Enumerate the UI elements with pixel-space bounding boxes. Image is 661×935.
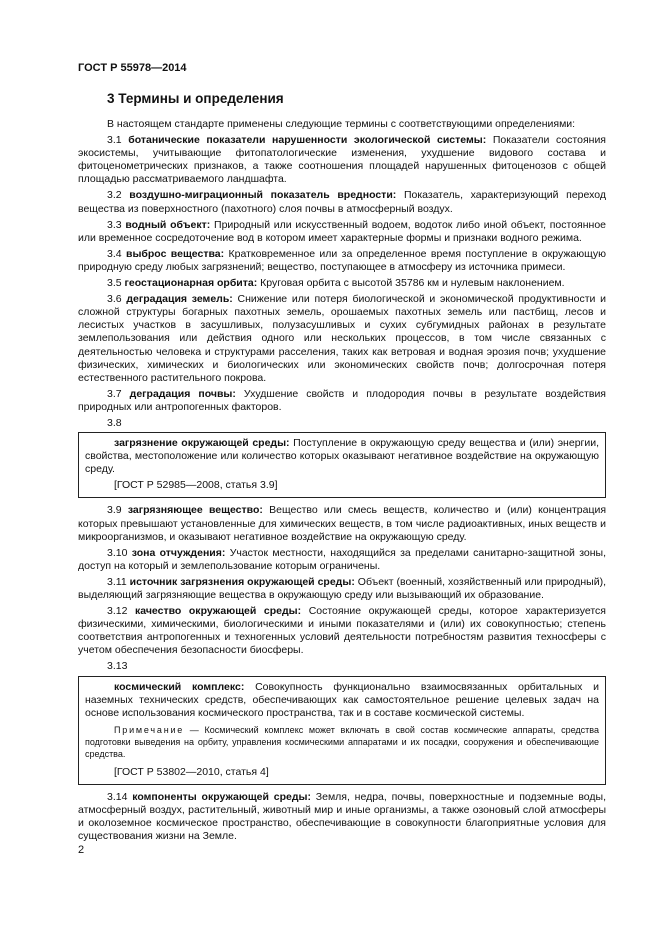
term-name: водный объект: [125,218,211,231]
terms-list-c [78,791,606,843]
term-number: 3.2 [107,189,122,202]
term-definition [78,791,606,843]
term-number: 3.5 [107,277,122,290]
term-text: Участок местности, находящийся за пределами санитарно-защитной зоны, доступ на который и землепользование которым ограничены. [78,546,607,572]
term-name: загрязняющее вещество: [127,504,263,517]
term-name: космический комплекс: [114,680,245,693]
term-definition [78,293,606,385]
quoted-definition-box [78,432,606,498]
terms-list-b [78,504,606,657]
term-name: загрязнение окружающей среды: [114,437,290,450]
term-number: 3.12 [107,605,128,618]
term-text: Природный или искусственный водоем, водоток либо иной объект, постоянное или временное сосредоточение вод в котором имеет характерные формы и признаки водного режима. [78,218,607,244]
term-definition [78,547,606,573]
term-number: 3.10 [107,546,128,559]
term-text: Снижение или потеря биологической и экономической продуктивности и сложной структуры богарных пахотных земель, орошаемых пахотных земель или пастбищ, лесов и лесистых участков в засушливых, полузасушливых и сухих субгумидных районах в результате землепользования или действия одного или нескольких процессов, в том числе связанных с деятельностью человека и структурами расселения, таких как ветровая и водная эрозия почв; ухудшение физических, химических и биологических или экономических свойств почв; долгосрочная потеря естественного растительного покрова. [78,293,607,384]
term-definition [78,277,606,290]
term-text: Вещество или смесь веществ, количество и (или) концентрация которых превышают установленные для химических веществ, в том числе радиоактивных, иных веществ и микроорганизмов, и оказывают негативное воздействие на окружающую среду. [78,504,607,543]
term-number: 3.7 [107,387,122,400]
term-definition [78,605,606,657]
term-definition [78,576,606,602]
term-name: зона отчуждения: [131,546,226,559]
term-text: Показатели состояния экосистемы, учитывающие фитопатологические изменения, ухудшение видового состава и фитоценометрических признаков, а также соотношения площадей нарушенных фитоценозов с общей площадью рассматриваемого ландшафта. [78,134,606,186]
term-text: Круговая орбита с высотой 35786 км и нулевым наклонением. [260,277,565,290]
term-number: 3.8 [107,416,122,429]
source-reference: [ГОСТ Р 53802—2010, статья 4] [114,765,269,778]
term-name: деградация почвы: [129,387,236,400]
term-number: 3.6 [107,293,122,306]
term-definition [78,504,606,543]
term-number: 3.11 [107,575,127,588]
term-text: Совокупность функционально взаимосвязанных орбитальных и наземных технических средств, обеспечивающих как самостоятельное решение целевых задач на основе использования космического пространства, так и в составе космической системы. [85,680,600,719]
note-text: — Космический комплекс может включать в свой состав космические аппараты, средства подготовки выведения на орбиту, управления космическими аппаратами и их посадки, сооружения и обеспечивающие средства. [85,724,599,759]
term-definition [78,189,606,215]
document-body [78,118,606,846]
term-text: Объект (военный, хозяйственный или природный), выделяющий загрязняющие вещества в окружающую среду или вызывающий их образование. [78,575,606,601]
term-name: компоненты окружающей среды: [132,790,311,803]
term-text: Кратковременное или за определенное время поступление в окружающую природную среду любых загрязнений; вещество, поступающее в атмосферу из источника примеси. [78,247,606,273]
term-number: 3.3 [107,218,122,231]
term-name: деградация земель: [126,293,233,306]
intro-paragraph: В настоящем стандарте применены следующие термины с соответствующими определениями: [107,118,576,130]
term-text: Состояние окружающей среды, которое характеризуется физическими, химическими, биологическими и иными показателями и (или) их совокупностью; степень соответствия антропогенных и техногенных условий деятельности потребностям развития техносферы с учетом обеспечения безопасности биосферы. [78,605,606,657]
term-number: 3.14 [107,790,128,803]
term-name: воздушно-миграционный показатель вредности: [129,189,397,202]
standard-header: ГОСТ Р 55978—2014 [78,62,187,74]
term-number: 3.4 [107,247,122,260]
term-definition [85,681,599,720]
source-reference: [ГОСТ Р 52985—2008, статья 3.9] [114,479,278,492]
term-name: геостационарная орбита: [124,277,258,290]
term-definition [78,219,606,245]
section-title: 3 Термины и определения [107,91,284,106]
term-text: Ухудшение свойств и плодородия почвы в результате воздействия природных или антропогенных факторов. [78,387,606,413]
term-name: источник загрязнения окружающей среды: [129,575,355,588]
term-number: 3.1 [107,134,122,147]
term-name: качество окружающей среды: [135,605,302,618]
page-number: 2 [78,844,85,856]
term-definition [85,437,599,476]
term-definition [78,388,606,414]
quoted-definition-box [78,676,606,785]
term-text: Поступление в окружающую среду вещества и (или) энергии, свойства, местоположение или количество которых оказывают негативное воздействие на окружающую среду. [85,437,600,476]
term-text: Показатель, характеризующий переход вещества из поверхностного (пахотного) слоя почвы в атмосферный воздух. [78,189,606,215]
term-definition [78,134,606,186]
term-number: 3.9 [107,504,122,517]
note [85,724,599,760]
term-text: Земля, недра, почвы, поверхностные и подземные воды, атмосферный воздух, растительный, животный мир и иные организмы, а также озоновый слой атмосферы и околоземное космическое пространство, обеспечивающие в совокупности благоприятные условия для существования жизни на Земле. [78,790,607,843]
note-label: Примечание [114,724,185,735]
term-name: выброс вещества: [125,247,225,260]
terms-list-a [78,134,606,414]
term-number: 3.13 [107,660,128,673]
term-definition [78,248,606,274]
term-name: ботанические показатели нарушенности экологической системы: [128,134,487,147]
